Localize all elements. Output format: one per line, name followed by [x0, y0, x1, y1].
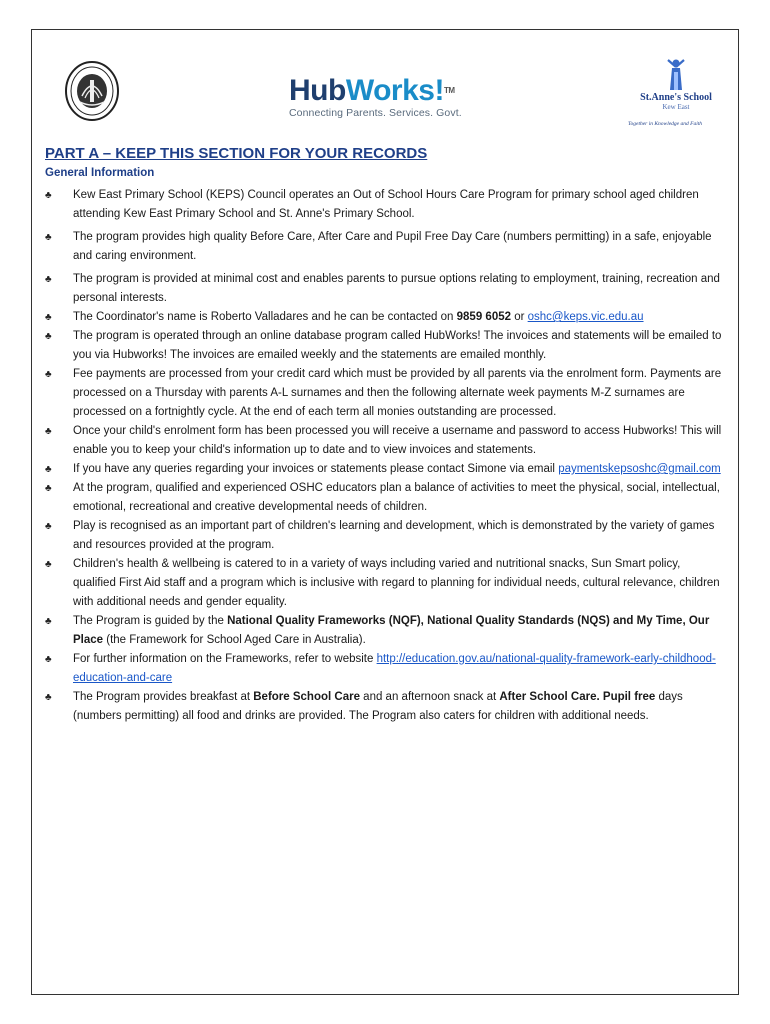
- letterhead: [31, 50, 739, 140]
- club-bullet-icon: ♣: [45, 521, 52, 532]
- hubworks-logo-works: Works!: [345, 74, 444, 107]
- club-bullet-icon: ♣: [45, 616, 52, 627]
- club-bullet-icon: ♣: [45, 232, 52, 243]
- coordinator-email-link[interactable]: oshc@keps.vic.edu.au: [527, 311, 644, 323]
- list-item-text: (the Framework for School Aged Care in Australia).: [103, 634, 366, 646]
- hubworks-logo-hub: Hub: [289, 74, 346, 107]
- list-item-text: At the program, qualified and experienced OSHC educators plan a balance of activities to meet the physical, social, intellectual, emotional, recreational and creative developmental needs of children.: [73, 482, 720, 513]
- st-annes-motto: Together in Knowledge and Faith: [627, 121, 703, 127]
- club-bullet-icon: ♣: [45, 331, 52, 342]
- list-item-text: Play is recognised as an important part of children's learning and development, which is demonstrated by the variety of games and resources provided at the program.: [73, 520, 715, 551]
- list-item-text: The Coordinator's name is Roberto Valladares and he can be contacted on: [73, 311, 457, 323]
- before-school-care-label: Before School Care: [253, 691, 360, 703]
- club-bullet-icon: ♣: [45, 426, 52, 437]
- list-item: [45, 308, 725, 327]
- list-item-text: The program is provided at minimal cost and enables parents to pursue options relating to employment, training, recreation and personal interests.: [73, 273, 720, 304]
- after-school-care-label: After School Care. Pupil free: [499, 691, 656, 703]
- hubworks-trademark: TM: [443, 86, 455, 95]
- list-item-text: days (numbers permitting) all food and drinks are provided. The Program also caters for children with additional needs.: [73, 691, 683, 722]
- hubworks-logo: [289, 76, 462, 119]
- list-item: [45, 555, 725, 612]
- list-item: [45, 422, 725, 460]
- section-title: PART A – KEEP THIS SECTION FOR YOUR RECORDS: [45, 145, 428, 162]
- list-item: [45, 688, 725, 726]
- list-item-text: The Program provides breakfast at: [73, 691, 254, 703]
- frameworks-website-link[interactable]: http://education.gov.au/national-quality-framework-early-childhood-education-and-care: [73, 653, 716, 684]
- list-item-text: The program provides high quality Before Care, After Care and Pupil Free Day Care (numbers permitting) in a safe, enjoyable and caring environment.: [73, 231, 712, 262]
- st-annes-figure-icon: [664, 58, 688, 92]
- club-bullet-icon: ♣: [45, 369, 52, 380]
- club-bullet-icon: ♣: [45, 312, 52, 323]
- frameworks-name: National Quality Frameworks (NQF), National Quality Standards (NQS) and My Time, Our Place: [73, 615, 710, 646]
- coordinator-phone: 9859 6052: [456, 311, 512, 323]
- list-item: [45, 228, 725, 266]
- document-body: [45, 144, 725, 726]
- list-item-text: Children's health & wellbeing is catered to in a variety of ways including varied and nutritional snacks, Sun Smart policy, qualified First Aid staff and a program which is inclusive with regard to planning for individual needs, cultural relevance, children with additional needs and gender equality.: [73, 558, 720, 608]
- hubworks-tagline: Connecting Parents. Services. Govt.: [289, 107, 462, 119]
- list-item-text: Once your child's enrolment form has been processed you will receive a username and password to access Hubworks! This will enable you to keep your child's information up to date and to view invoices and statements.: [73, 425, 722, 456]
- list-item: [45, 327, 725, 365]
- st-annes-logo: [616, 58, 736, 127]
- list-item: [45, 479, 725, 517]
- list-item: [45, 365, 725, 422]
- kew-east-school-crest-icon: [64, 60, 120, 122]
- list-item: [45, 517, 725, 555]
- payments-email-link[interactable]: paymentskepsoshc@gmail.com: [558, 463, 721, 475]
- club-bullet-icon: ♣: [45, 654, 52, 665]
- list-item-text: The Program is guided by the: [73, 615, 228, 627]
- list-item: [45, 460, 725, 479]
- club-bullet-icon: ♣: [45, 274, 52, 285]
- club-bullet-icon: ♣: [45, 464, 52, 475]
- list-item-text: If you have any queries regarding your invoices or statements please contact Simone via email: [73, 463, 559, 475]
- section-subtitle: General Information: [45, 167, 155, 179]
- list-item: [45, 612, 725, 650]
- st-annes-name: St.Anne's School: [640, 92, 712, 103]
- list-item-text: For further information on the Frameworks, refer to website: [73, 653, 377, 665]
- list-item-text: Fee payments are processed from your credit card which must be provided by all parents via the enrolment form. Payments are processed on a Thursday with parents A-L surnames and then the following alternate week payments M-Z surnames are processed on a fortnightly cycle. At the end of each term all monies outstanding are processed.: [73, 368, 722, 418]
- club-bullet-icon: ♣: [45, 559, 52, 570]
- list-item: [45, 186, 725, 224]
- club-bullet-icon: ♣: [45, 483, 52, 494]
- info-list: [45, 186, 725, 726]
- list-item-text: Kew East Primary School (KEPS) Council operates an Out of School Hours Care Program for primary school aged children attending Kew East Primary School and St. Anne's Primary School.: [73, 189, 699, 220]
- list-item: [45, 650, 725, 688]
- list-item-text: or: [511, 311, 528, 323]
- club-bullet-icon: ♣: [45, 692, 52, 703]
- club-bullet-icon: ♣: [45, 190, 52, 201]
- st-annes-location: Kew East: [662, 103, 690, 111]
- list-item: [45, 270, 725, 308]
- list-item-text: The program is operated through an online database program called HubWorks! The invoices and statements will be emailed to you via Hubworks! The invoices are emailed weekly and the statements are emailed monthly.: [73, 330, 722, 361]
- list-item-text: and an afternoon snack at: [359, 691, 500, 703]
